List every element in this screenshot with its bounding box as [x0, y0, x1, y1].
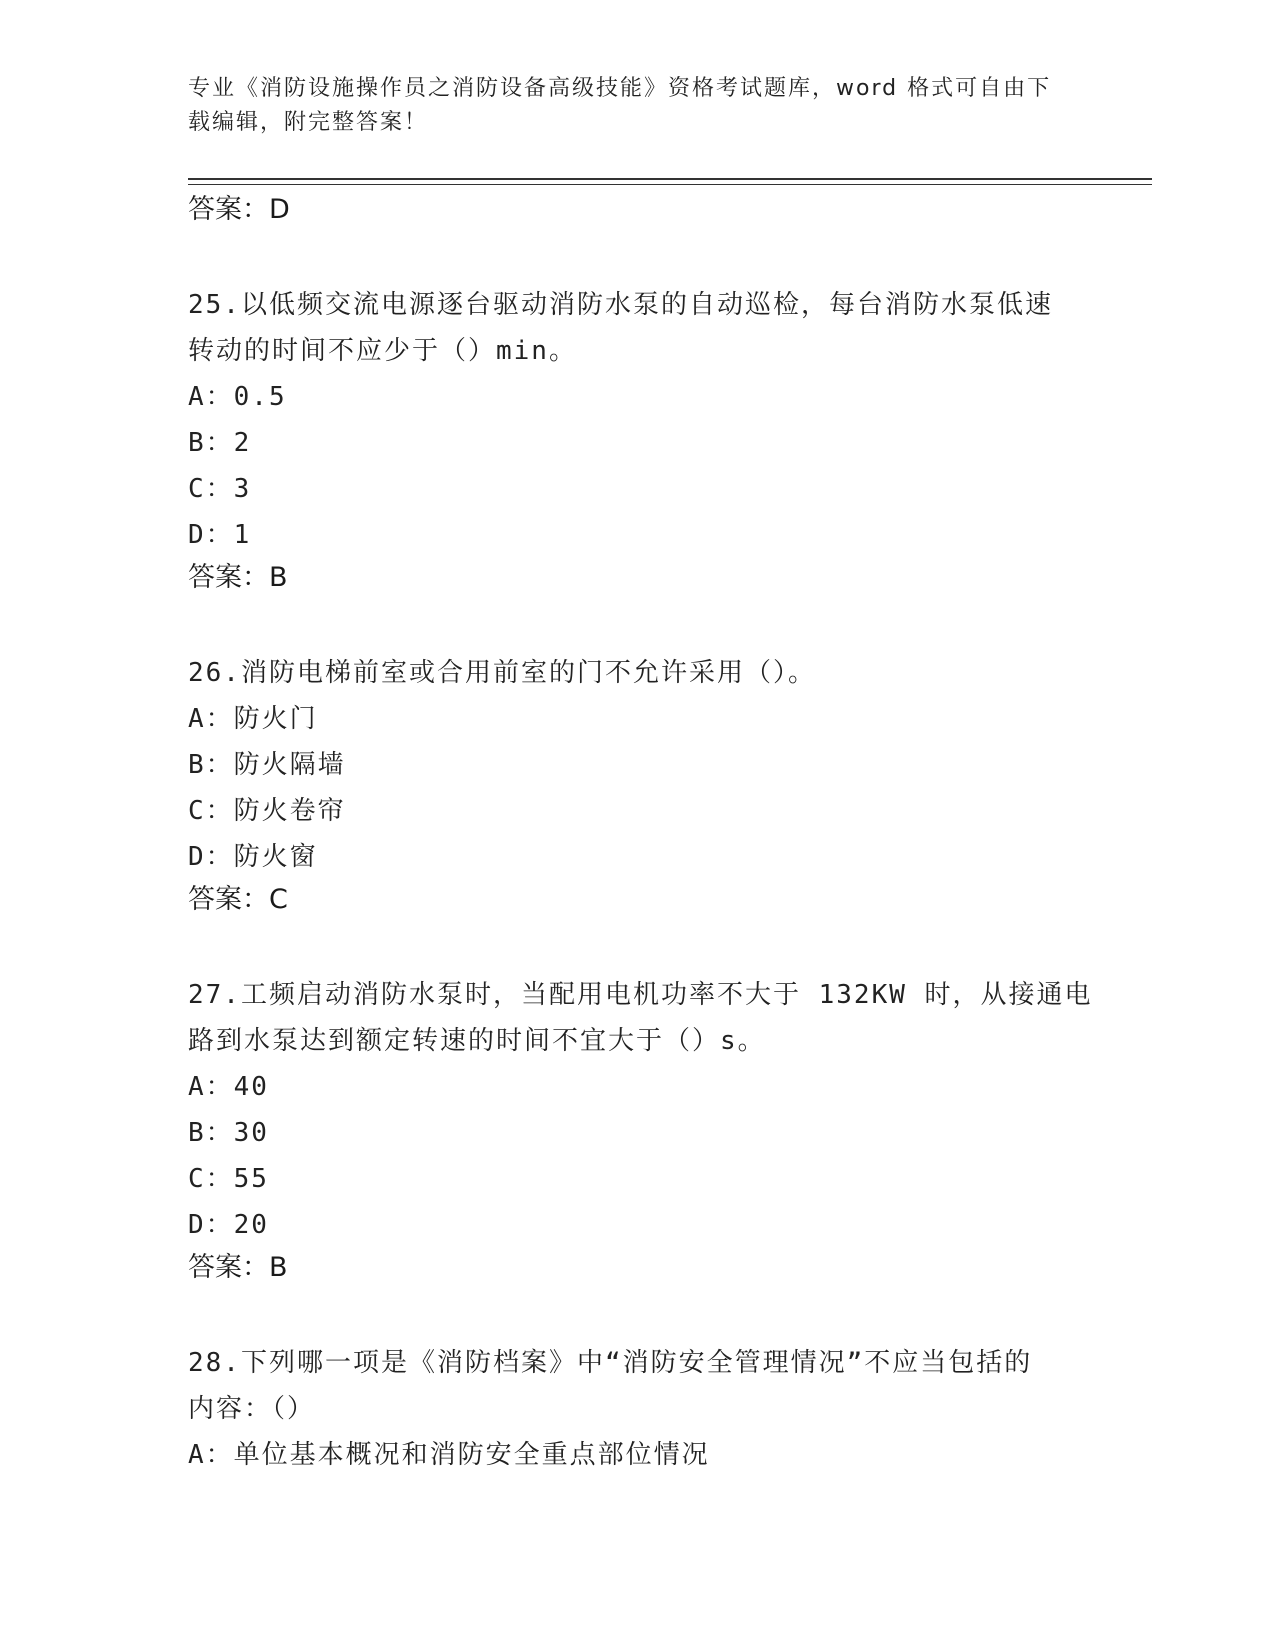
- question-stem: 26.消防电梯前室或合用前室的门不允许采用（）。: [188, 658, 816, 688]
- option-a: A：单位基本概况和消防安全重点部位情况: [188, 1440, 710, 1470]
- option-c: C：3: [188, 474, 252, 504]
- question-block-27: [188, 972, 1108, 1293]
- spacer: [188, 235, 1108, 282]
- option-d: D：20: [188, 1210, 269, 1240]
- question-list: [188, 190, 1108, 1478]
- answer-line: 答案：C: [188, 884, 288, 915]
- answer-line: 答案：B: [188, 1252, 288, 1283]
- question-block-28: [188, 1340, 1108, 1478]
- question-stem-cont: 路到水泵达到额定转速的时间不宜大于（）s。: [188, 1026, 766, 1056]
- spacer: [188, 925, 1108, 972]
- question-stem: 25.以低频交流电源逐台驱动消防水泵的自动巡检，每台消防水泵低速: [188, 290, 1053, 320]
- header-divider-thick: [188, 178, 1152, 180]
- question-block-26: [188, 650, 1108, 925]
- question-stem-cont: 转动的时间不应少于（）min。: [188, 336, 577, 366]
- option-b: B：2: [188, 428, 252, 458]
- option-a: A：防火门: [188, 704, 318, 734]
- spacer: [188, 1293, 1108, 1340]
- question-block-25: [188, 282, 1108, 603]
- option-a: A：0.5: [188, 382, 287, 412]
- option-d: D：防火窗: [188, 842, 318, 872]
- option-a: A：40: [188, 1072, 269, 1102]
- option-b: B：30: [188, 1118, 269, 1148]
- header-line-1: 专业《消防设施操作员之消防设备高级技能》资格考试题库，word 格式可自由下: [188, 76, 1052, 101]
- option-b: B：防火隔墙: [188, 750, 346, 780]
- answer-line: 答案：D: [188, 194, 290, 225]
- question-stem-cont: 内容：（）: [188, 1394, 316, 1424]
- spacer: [188, 603, 1108, 650]
- header-divider-thin: [188, 184, 1152, 185]
- header-line-2: 载编辑，附完整答案！: [188, 110, 429, 135]
- option-c: C：55: [188, 1164, 269, 1194]
- answer-line: 答案：B: [188, 562, 288, 593]
- option-c: C：防火卷帘: [188, 796, 346, 826]
- question-stem: 27.工频启动消防水泵时，当配用电机功率不大于 132KW 时，从接通电: [188, 980, 1093, 1010]
- option-d: D：1: [188, 520, 252, 550]
- question-stem: 28.下列哪一项是《消防档案》中“消防安全管理情况”不应当包括的: [188, 1348, 1033, 1378]
- page-header: [188, 72, 1088, 140]
